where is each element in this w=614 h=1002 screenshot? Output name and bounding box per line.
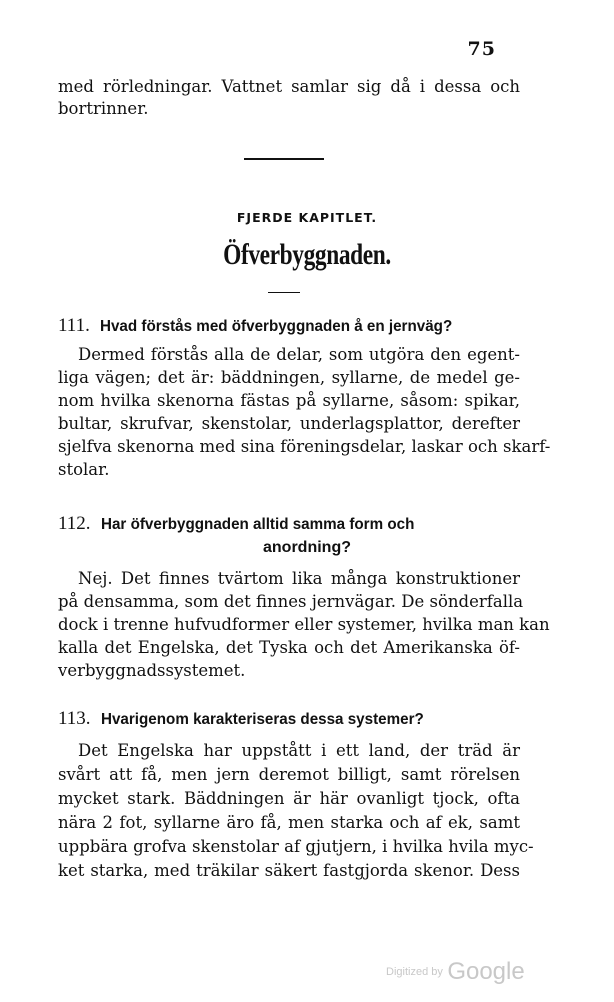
- chapter-label: FJERDE KAPITLET.: [236, 210, 378, 225]
- answer-113-line-5: uppbära grofva skenstolar af gjutjern, i hvilka hvila myc-: [58, 837, 534, 856]
- chapter-title: Öfverbyggnaden.: [223, 238, 391, 271]
- answer-111-line-2: liga vägen; det är: bäddningen, syllarne, de medel ge-: [58, 368, 520, 387]
- page-number: 75: [467, 38, 496, 60]
- section-divider-rule: [244, 158, 324, 160]
- answer-112-line-2: på densamma, som det finnes jernvägar. De sönderfalla: [58, 592, 524, 611]
- answer-111-line-4: bultar, skrufvar, skenstolar, underlagsplattor, derefter: [58, 414, 520, 433]
- question-number: 111.: [58, 315, 90, 336]
- chapter-title-rule: [268, 292, 300, 293]
- question-113: [58, 708, 520, 731]
- watermark-prefix: Digitized by: [386, 966, 443, 978]
- answer-113-line-1: Det Engelska har uppstått i ett land, der träd är: [78, 741, 520, 760]
- question-text: Hvad förstås med öfverbyggnaden å en jernväg?: [99, 318, 453, 335]
- question-number: 113.: [58, 708, 91, 729]
- question-112-continuation: anordning?: [263, 539, 351, 556]
- answer-113-line-2: svårt att få, men jern deremot billigt, samt rörelsen: [58, 765, 520, 784]
- answer-112-line-1: Nej. Det finnes tvärtom lika många konstruktioner: [78, 569, 520, 588]
- question-number: 112.: [58, 513, 91, 534]
- question-text: Har öfverbyggnaden alltid samma form och: [100, 516, 414, 533]
- question-112: [58, 513, 520, 536]
- answer-111-line-1: Dermed förstås alla de delar, som utgöra den egent-: [78, 345, 520, 364]
- answer-113-line-4: nära 2 fot, syllarne äro få, men starka och af ek, samt: [58, 813, 520, 832]
- answer-113-line-6: ket starka, med träkilar säkert fastgjorda skenor. Dess: [58, 861, 520, 880]
- digitized-watermark: [386, 958, 525, 986]
- watermark-brand: Google: [447, 958, 525, 985]
- answer-111-line-3: nom hvilka skenorna fästas på syllarne, såsom: spikar,: [58, 391, 520, 410]
- answer-111-line-5: sjelfva skenorna med sina föreningsdelar, laskar och skarf-: [58, 437, 551, 456]
- answer-112-line-4: kalla det Engelska, det Tyska och det Amerikanska öf-: [58, 638, 520, 657]
- question-text: Hvarigenom karakteriseras dessa systemer?: [100, 711, 424, 728]
- answer-112-line-5: verbyggnadssystemet.: [58, 661, 246, 680]
- question-111: [58, 315, 520, 338]
- answer-112-line-3: dock i trenne hufvudformer eller systemer, hvilka man kan: [58, 615, 550, 634]
- answer-111-line-6: stolar.: [58, 460, 110, 479]
- intro-line-2: bortrinner.: [58, 99, 149, 118]
- intro-line-1: med rörledningar. Vattnet samlar sig då i dessa och: [58, 77, 520, 96]
- answer-113-line-3: mycket stark. Bäddningen är här ovanligt tjock, ofta: [58, 789, 520, 808]
